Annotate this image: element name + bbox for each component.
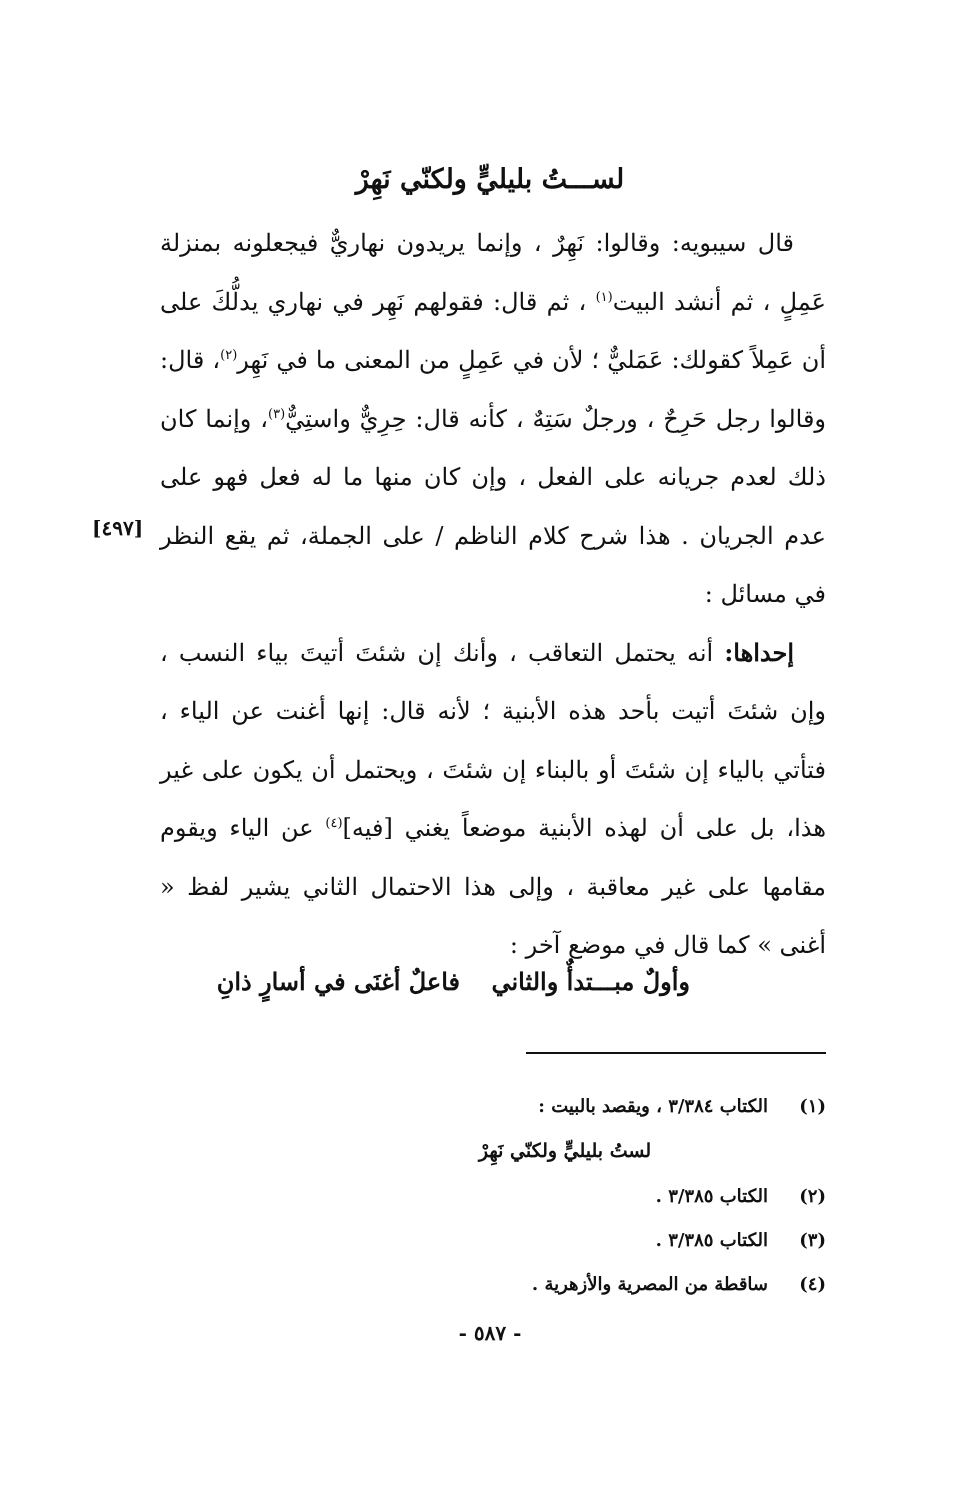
footnote-2-number: (٢): [799, 1186, 826, 1207]
footnote-1-text: الكتاب ٣/٣٨٤ ، ويقصد بالبيت :: [538, 1096, 768, 1117]
footnote-4: [240, 1270, 826, 1300]
footnote-marker-1: (١): [595, 289, 613, 305]
paragraph-2-label: إحداها:: [724, 637, 794, 667]
footnote-3-number: (٣): [799, 1230, 826, 1251]
page-number: - ٥٨٧ -: [458, 1321, 522, 1345]
paragraph-2: [160, 624, 826, 975]
heading-verse: لســـتُ بليليٍّ ولكنّي نَهِرْ: [355, 164, 625, 195]
margin-page-reference: [٤٩٧]: [92, 516, 144, 540]
paragraph-1-text-a: قال سيبويه: وقالوا: نَهِرٌ ، وإنما يريدون نهاريٌّ فيجعلونه بمنزلة عَمِلٍ ، ثم أنشد البيت: [160, 229, 827, 316]
footnote-2: [240, 1182, 826, 1212]
footnote-2-text: الكتاب ٣/٣٨٥ .: [655, 1186, 768, 1207]
footnote-1-number: (١): [799, 1096, 826, 1117]
footnote-divider: [526, 1052, 826, 1054]
verse-hemistich-second: فاعلٌ أغنَى في أسارٍ ذانِ: [216, 967, 460, 996]
footnote-marker-4: (٤): [325, 816, 343, 831]
footnote-1-verse: لستُ بليليٍّ ولكنّي نَهِرْ: [478, 1140, 652, 1162]
paragraph-1-text-b: ، ثم قال: فقولهم نَهِر في نهاري يدلُّكَ على أن عَمِلاً كقولك: عَمَليٌّ ؛ لأن في عَمِلٍ من المعنى ما في نَهِر: [160, 287, 827, 374]
paragraph-1: [160, 214, 826, 624]
paragraph-1-text-c: ، قال: وقالوا رجل حَرِحٌ ، ورجلٌ سَتِهٌ ، كأنه قال: حِرِيٌّ واستِيٌّ: [160, 346, 827, 433]
main-text: [160, 214, 826, 975]
footnote-1: [240, 1092, 826, 1122]
paragraph-2-text-b: عن الياء ويقوم مقامها على غير معاقبة ، وإلى هذا الاحتمال الثاني يشير لفظ « أغنى » كما قال في موضع آخر :: [160, 814, 826, 959]
verse-hemistich-first: وأولٌ مبـــتدأٌ والثاني: [491, 967, 690, 996]
footnote-marker-2: (٢): [220, 348, 238, 363]
footnote-4-text: ساقطة من المصرية والأزهرية .: [531, 1274, 768, 1295]
paragraph-1-text-d: ، وإنما كان ذلك لعدم جريانه على الفعل ، وإن كان منها ما له فعل فهو على عدم الجريان . هذا شرح كلام الناظم / على الجملة، ثم يقع النظر في مسائل :: [160, 404, 826, 608]
footnote-4-number: (٤): [799, 1274, 826, 1295]
paragraph-2-text-a: أنه يحتمل التعاقب ، وأنك إن شئتَ أتيتَ بياء النسب ، وإن شئتَ أتيت بأحد هذه الأبنية ؛ لأنه قال: إنها أغنت عن الياء ، فتأتي بالياء إن شئتَ أو بالبناء إن شئتَ ، ويحتمل أن يكون على غير هذا، بل على أن لهذه الأبنية موضعاً يغني [فيه]: [160, 638, 826, 842]
footnote-3-text: الكتاب ٣/٣٨٥ .: [655, 1230, 768, 1251]
footnote-3: [240, 1226, 826, 1256]
footnote-marker-3: (٣): [268, 406, 286, 422]
